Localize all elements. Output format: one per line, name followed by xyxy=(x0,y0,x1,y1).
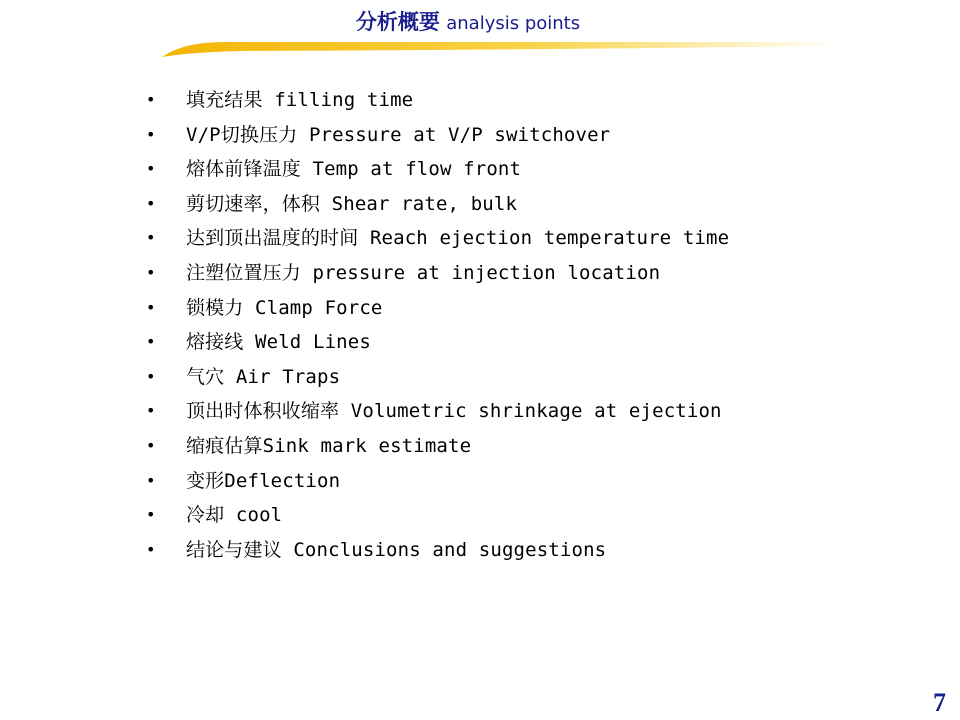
list-item-text: 冷却 cool xyxy=(186,504,283,527)
bullet-dot-icon: • xyxy=(146,228,156,248)
bullet-dot-icon: • xyxy=(146,159,156,179)
list-item-text: 气穴 Air Traps xyxy=(186,365,341,388)
list-item xyxy=(146,152,729,187)
bullet-dot-icon: • xyxy=(146,539,156,559)
bullet-dot-icon: • xyxy=(146,297,156,317)
bullet-dot-icon: • xyxy=(146,435,156,455)
slide-title xyxy=(0,8,936,38)
list-item-text: 熔接线 Weld Lines xyxy=(186,331,371,354)
analysis-points-list xyxy=(146,83,729,567)
bullet-dot-icon: • xyxy=(146,505,156,525)
bullet-dot-icon: • xyxy=(146,90,156,109)
list-item xyxy=(146,394,729,429)
list-item-text: 结论与建议 Conclusions and suggestions xyxy=(186,538,607,561)
list-item xyxy=(146,118,729,153)
list-item xyxy=(146,256,729,291)
list-item xyxy=(146,291,729,326)
title-underline-swoosh xyxy=(160,41,840,59)
list-item xyxy=(146,360,729,395)
bullet-dot-icon: • xyxy=(146,470,156,490)
list-item-text: V/P切换压力 Pressure at V/P switchover xyxy=(186,123,611,146)
list-item xyxy=(146,533,729,568)
bullet-dot-icon: • xyxy=(146,262,156,282)
list-item-text: 缩痕估算Sink mark estimate xyxy=(186,434,472,457)
list-item-text: 填充结果 filling time xyxy=(186,89,414,111)
bullet-dot-icon: • xyxy=(146,193,156,213)
list-item-text: 剪切速率，体积 Shear rate, bulk xyxy=(186,192,518,215)
list-item-text: 锁模力 Clamp Force xyxy=(186,296,383,319)
list-item-text: 变形Deflection xyxy=(186,469,341,492)
slide-title-english: analysis points xyxy=(446,13,581,34)
list-item xyxy=(146,83,729,118)
list-item xyxy=(146,221,729,256)
list-item xyxy=(146,187,729,222)
list-item xyxy=(146,498,729,533)
bullet-dot-icon: • xyxy=(146,332,156,352)
list-item-text: 达到顶出温度的时间 Reach ejection temperature time xyxy=(186,227,730,250)
list-item xyxy=(146,464,729,499)
list-item-text: 熔体前锋温度 Temp at flow front xyxy=(186,158,522,181)
list-item xyxy=(146,429,729,464)
list-item-text: 顶出时体积收缩率 Volumetric shrinkage at ejection xyxy=(186,400,722,423)
bullet-dot-icon: • xyxy=(146,366,156,386)
slide-title-chinese: 分析概要 xyxy=(355,10,440,34)
list-item-text: 注塑位置压力 pressure at injection location xyxy=(186,261,661,284)
bullet-dot-icon: • xyxy=(146,401,156,421)
list-item xyxy=(146,325,729,360)
bullet-dot-icon: • xyxy=(146,124,156,144)
page-number: 7 xyxy=(933,688,946,717)
